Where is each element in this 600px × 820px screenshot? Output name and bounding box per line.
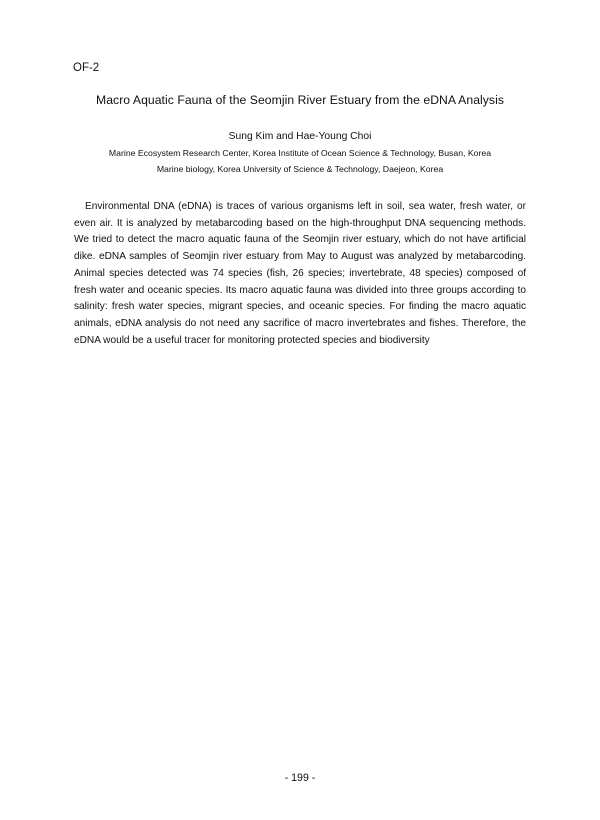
affiliation-1: Marine Ecosystem Research Center, Korea Institute of Ocean Science & Technology, Busan, Korea bbox=[108, 148, 492, 158]
session-code: OF-2 bbox=[73, 62, 100, 74]
paper-title: Macro Aquatic Fauna of the Seomjin River Estuary from the eDNA Analysis bbox=[96, 93, 504, 107]
abstract-paragraph: Environmental DNA (eDNA) is traces of various organisms left in soil, sea water, fresh water, or even air. It is analyzed by metabarcoding based on the high-throughput DNA sequencing methods. We tried to detect the macro aquatic fauna of the Seomjin river estuary, which do not have artificial dike. eDNA samples of Seomjin river estuary from May to August was analyzed by metabarcoding. Animal species detected was 74 species (fish, 26 species; invertebrate, 48 species) composed of fresh water and oceanic species. Its macro aquatic fauna was divided into three groups according to salinity: fresh water species, migrant species, and oceanic species. For finding the macro aquatic animals, eDNA analysis do not need any sacrifice of macro invertebrates and fishes. Therefore, the eDNA would be a useful tracer for monitoring protected species and biodiversity bbox=[74, 201, 526, 346]
author-list: Sung Kim and Hae-Young Choi bbox=[228, 131, 372, 142]
page-number: - 199 - bbox=[284, 772, 316, 784]
affiliation-2: Marine biology, Korea University of Science & Technology, Daejeon, Korea bbox=[156, 164, 444, 174]
